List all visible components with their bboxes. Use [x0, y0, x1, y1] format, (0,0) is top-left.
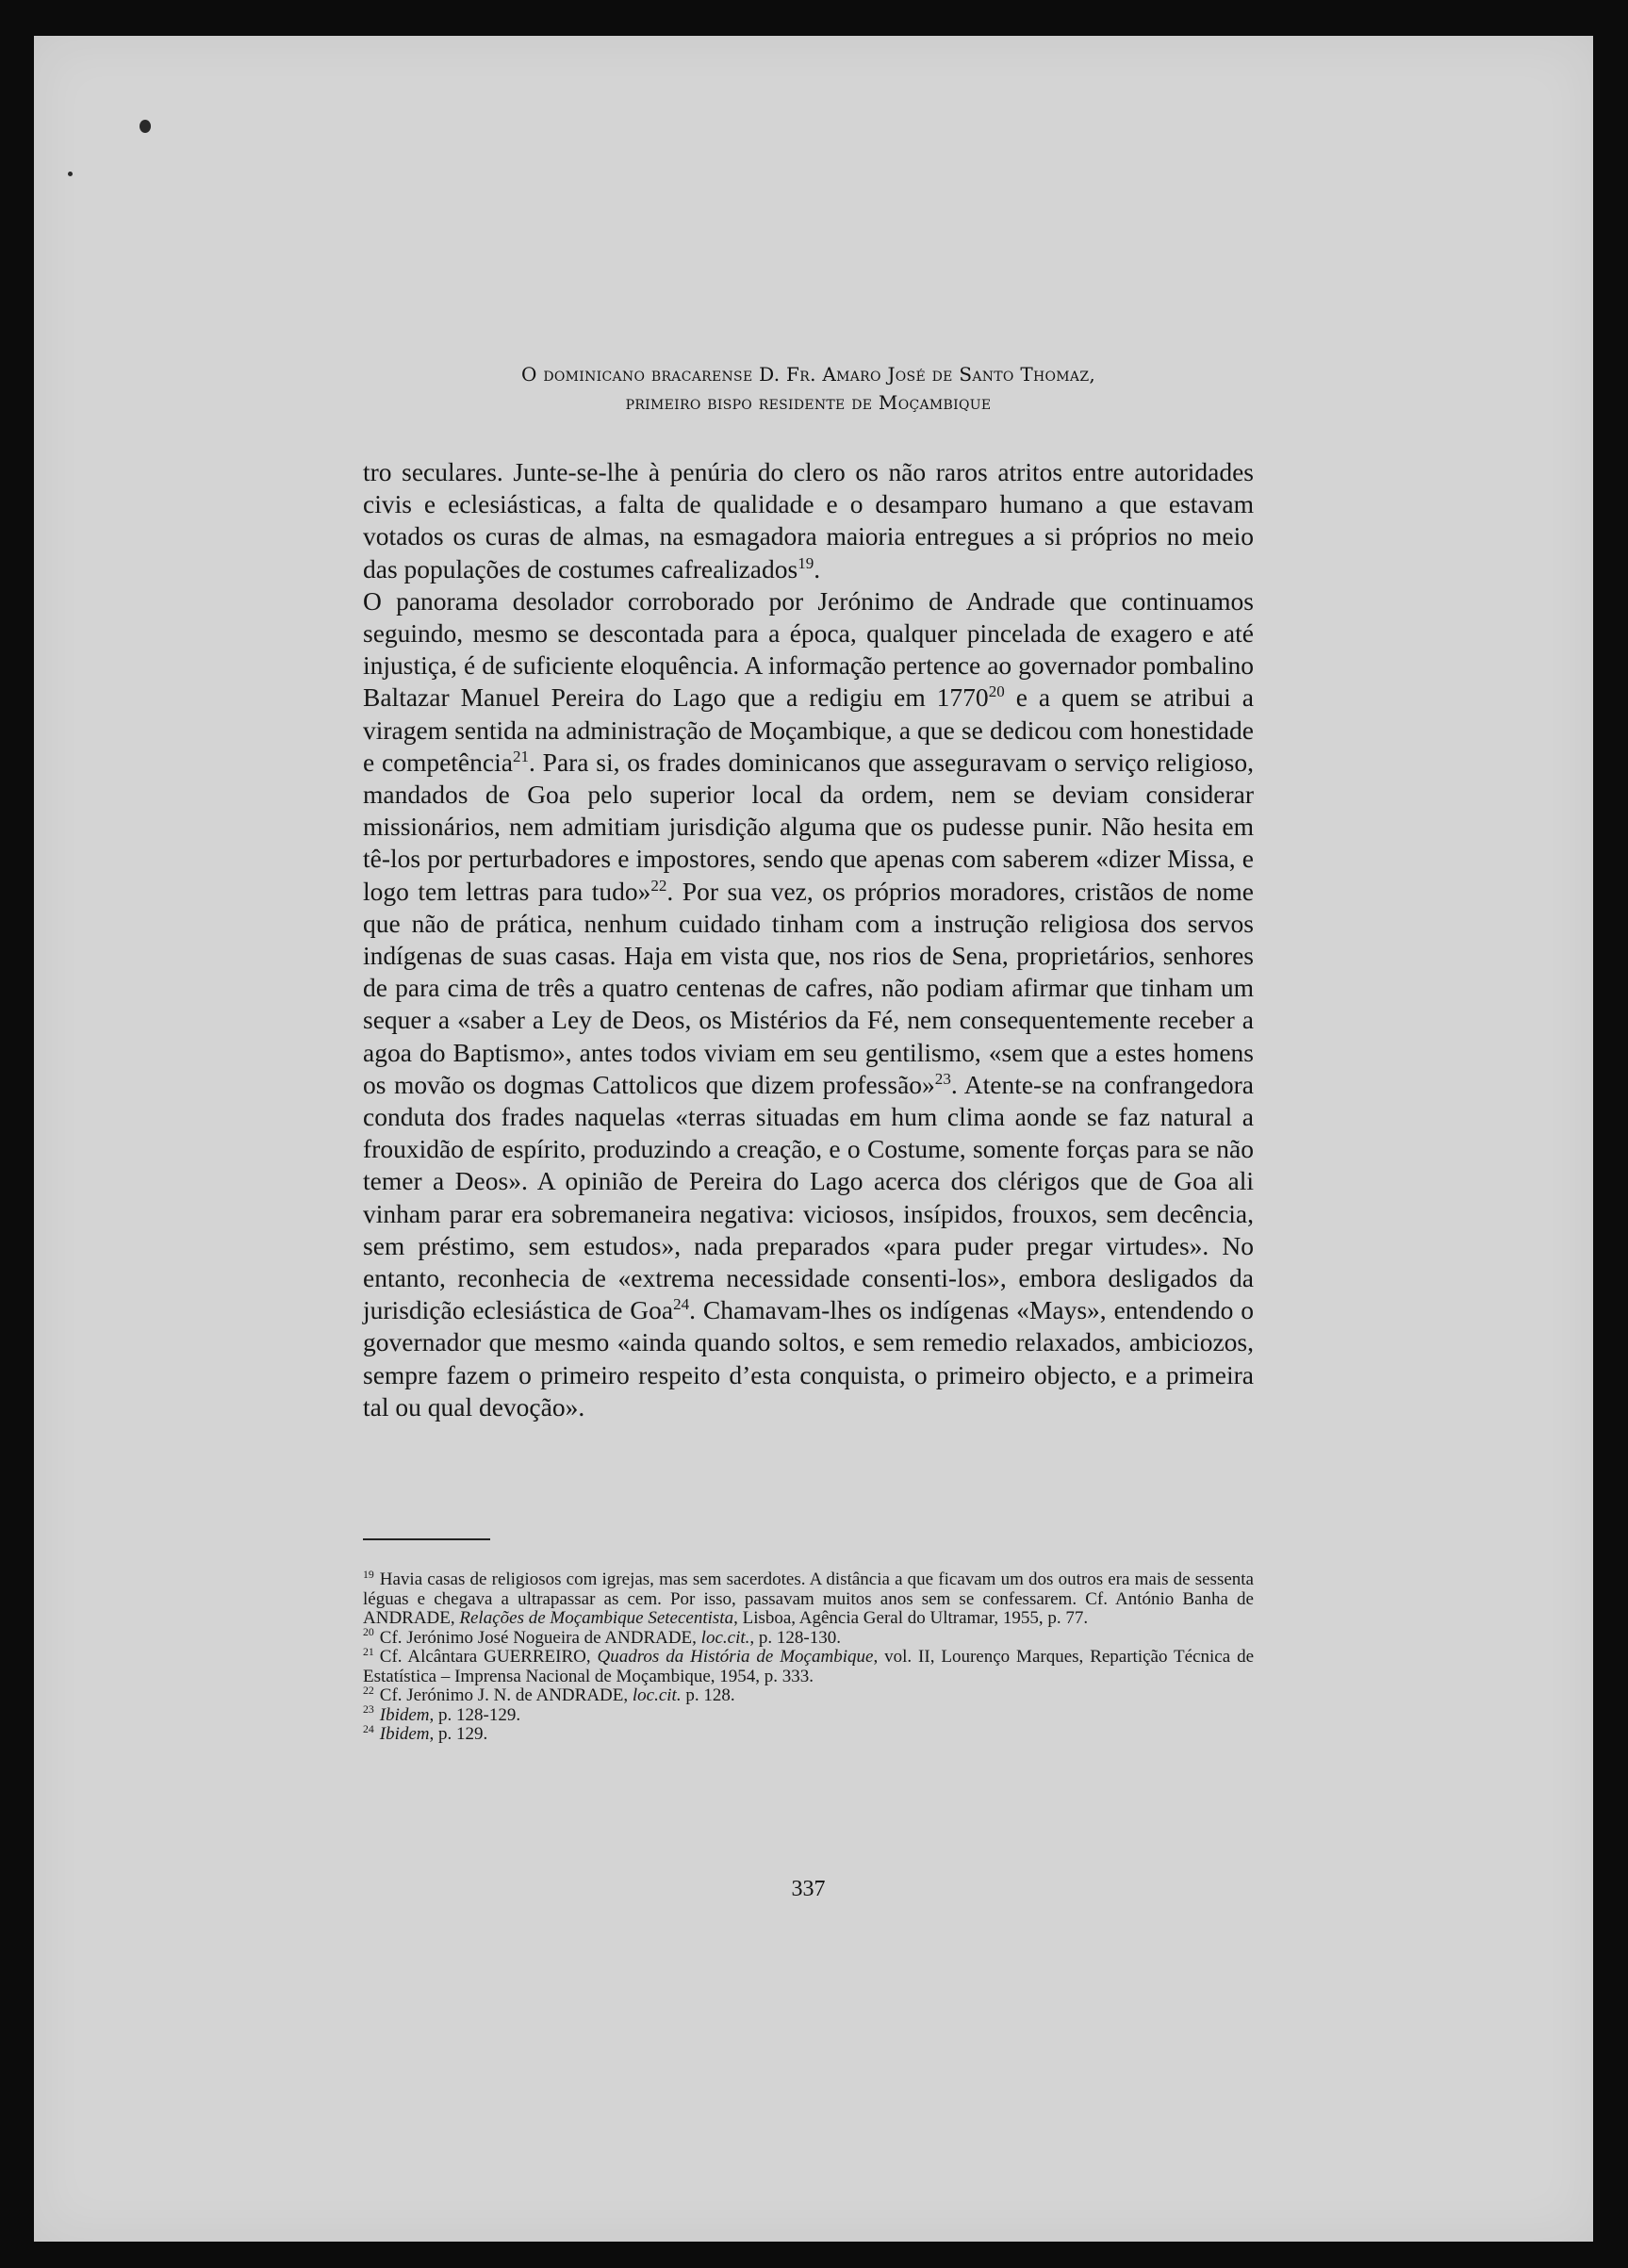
footnotes: [363, 1570, 1254, 1745]
footnote-title: Ibidem: [379, 1724, 430, 1744]
footnote-after: , p. 128-129.: [429, 1704, 521, 1725]
footnote-ref-20: 20: [988, 682, 1005, 701]
paragraph-2-part-3: . Para si, os frades dominicanos que asseguravam o serviço religioso, mandados de Goa pelo superior local da ordem, nem se deviam considerar missionários, nem admitiam jurisdição alguma que os pudesse punir. Não hesita em tê-los por perturbadores e impostores, sendo que apenas com saberem «dizer Missa, e logo tem lettras para tudo»: [363, 747, 1254, 906]
footnote-text: Cf. Jerónimo José Nogueira de ANDRADE,: [379, 1627, 701, 1648]
footnote-19: $^{19}$ Havia casas de religiosos com igrejas, mas sem sacerdotes. A distância a que ficavam um dos outros era mais de sessenta léguas e chegava a ultrapassar as cem. Por isso, passavam muitos anos sem se confessarem. Cf. António Banha de ANDRADE, Relações de Moçambique Setecentista, Lisboa, Agência Geral do Ultramar, 1955, p. 77.: [363, 1568, 1254, 1628]
running-header-line-1: O dominicano bracarense D. Fr. Amaro José de Santo Thomaz,: [520, 363, 1096, 386]
paragraph-2-part-6: . Chamavam-lhes os indígenas «Mays», entendendo o governador que mesmo «ainda quando soltos, e sem remedio relaxados, ambiciozos, sempre fazem o primeiro respeito d’esta conquista, o primeiro objecto, e a primeira tal ou qual devoção».: [363, 1295, 1254, 1422]
footnote-after: , Lisboa, Agência Geral do Ultramar, 1955, p. 77.: [733, 1608, 1089, 1628]
footnote-text: Cf. Alcântara GUERREIRO,: [379, 1647, 598, 1667]
footnote-ref-22: 22: [650, 876, 667, 895]
footnote-title: Relações de Moçambique Setecentista: [459, 1608, 734, 1628]
footnote-24: $^{24}$ Ibidem, p. 129.: [363, 1722, 488, 1744]
paragraph-2-part-1: O panorama desolador corroborado por Jerónimo de Andrade que continuamos seguindo, mesmo se descontada para a época, qualquer pincelada de exagero e até injustiça, é de suficiente eloquência. A informação pertence ao governador pombalino Baltazar Manuel Pereira do Lago que a redigiu em 1770: [363, 585, 1254, 713]
footnote-after: p. 128.: [681, 1685, 735, 1705]
paragraph-2-part-5: . Atente-se na confrangedora conduta dos frades naquelas «terras situadas em hum clima aonde se faz natural a frouxidão de espírito, produzindo a creação, e o Costume, somente forças para se não temer a Deos». A opinião de Pereira do Lago acerca dos clérigos que de Goa ali vinham parar era sobremaneira negativa: viciosos, insípidos, frouxos, sem decência, sem préstimo, sem estudos», nada preparados «para puder pregar virtudes». No entanto, reconhecia de «extrema necessidade consenti-los», embora desligados da jurisdição eclesiástica de Goa: [363, 1069, 1254, 1325]
footnote-title: loc.cit.: [632, 1685, 682, 1705]
footnote-title: Ibidem: [379, 1704, 430, 1725]
footnote-after: , p. 128-130.: [749, 1627, 841, 1648]
paragraph-2-part-4: . Por sua vez, os próprios moradores, cristãos de nome que não de prática, nenhum cuidado tinham com a instrução religiosa dos servos indígenas de suas casas. Haja em vista que, nos rios de Sena, proprietários, senhores de para cima de três a quatro centenas de cafres, não podiam afirmar que tinham um sequer a «saber a Ley de Deos, os Mistérios da Fé, nem consequentemente receber a agoa do Baptismo», antes todos viviam em seu gentilismo, «sem que a estes homens os movão os dogmas Cattolicos que dizem professão»: [363, 876, 1254, 1099]
ink-spot: [140, 120, 151, 133]
footnote-20: $^{20}$ Cf. Jerónimo José Nogueira de ANDRADE, loc.cit., p. 128-130.: [363, 1626, 841, 1648]
page-number: 337: [791, 1877, 826, 1901]
running-header: [363, 360, 1254, 417]
footnote-rule: [363, 1538, 490, 1540]
footnote-text: Cf. Jerónimo J. N. de ANDRADE,: [379, 1685, 633, 1705]
paragraph-1-text: tro seculares. Junte-se-lhe à penúria do clero os não raros atritos entre autoridades civis e eclesiásticas, a falta de qualidade e o desamparo humano a que estavam votados os curas de almas, na esmagadora maioria entregues a si próprios no meio das populações de costumes cafrealizados: [363, 457, 1254, 583]
running-header-line-2: primeiro bispo residente de Moçambique: [625, 391, 992, 414]
body-text: [363, 456, 1254, 1423]
paragraph-2: [363, 585, 1254, 1423]
footnote-23: $^{23}$ Ibidem, p. 128-129.: [363, 1703, 521, 1725]
footnote-ref-21: 21: [512, 747, 529, 765]
footnote-after: , p. 129.: [429, 1724, 488, 1744]
ink-speck: [68, 172, 73, 176]
footnote-title: loc.cit.: [700, 1627, 750, 1648]
footnote-ref-19: 19: [798, 553, 814, 572]
footnote-title: Quadros da História de Moçambique: [597, 1647, 874, 1667]
footnote-after: , vol. II, Lourenço Marques, Repartição Técnica de Estatística – Imprensa Nacional de Moçambique, 1954, p. 333.: [363, 1647, 1255, 1686]
footnote-text: Havia casas de religiosos com igrejas, mas sem sacerdotes. A distância a que ficavam um dos outros era mais de sessenta léguas e chegava a ultrapassar as cem. Por isso, passavam muitos anos sem se confessarem. Cf. António Banha de ANDRADE,: [363, 1570, 1254, 1628]
footnote-ref-24: 24: [673, 1295, 690, 1314]
paragraph-1-tail: .: [814, 553, 821, 583]
footnote-ref-23: 23: [934, 1069, 951, 1088]
footnote-21: $^{21}$ Cf. Alcântara GUERREIRO, Quadros da História de Moçambique, vol. II, Lourenço Marques, Repartição Técnica de Estatística – Imprensa Nacional de Moçambique, 1954, p. 333.: [363, 1645, 1255, 1686]
paragraph-2-part-2: e a quem se atribui a viragem sentida na administração de Moçambique, a que se dedicou com honestidade e competência: [363, 682, 1254, 777]
paragraph-1: [363, 456, 1254, 585]
footnote-22: $^{22}$ Cf. Jerónimo J. N. de ANDRADE, loc.cit. p. 128.: [363, 1684, 735, 1705]
